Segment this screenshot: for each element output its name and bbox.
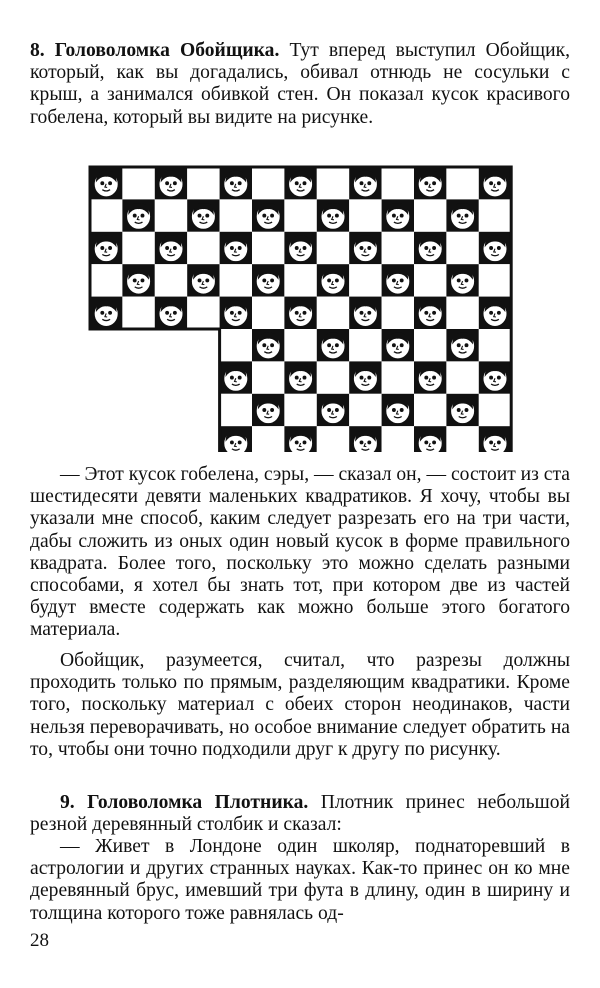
tapestry-square [414,264,446,296]
tapestry-square [382,297,414,329]
tapestry-square [479,167,511,199]
tapestry-square [252,394,284,426]
tapestry-square [382,199,414,231]
tapestry-square [252,329,284,361]
tapestry-square [317,426,349,452]
tapestry-square [317,361,349,393]
tapestry-square [122,297,154,329]
puzzle8-intro [30,40,570,129]
tapestry-square [446,232,478,264]
tapestry-square [252,199,284,231]
tapestry-square [90,167,122,199]
tapestry-square [122,167,154,199]
tapestry-square [414,167,446,199]
tapestry-square [90,264,122,296]
tapestry-square [122,199,154,231]
puzzle8-intro-text: Тут вперед выступил Обойщик, который, как вы догадались, обивал отнюдь не сосульки с крыш, а занимался обивкой стен. Он показал кусок красивого гобелена, который вы видите на рисунке. [30,40,571,128]
tapestry-square [414,329,446,361]
tapestry-square [220,199,252,231]
puzzle8-heading: 8. Головоломка Обойщика. [30,40,280,61]
tapestry-square [414,297,446,329]
tapestry-square [284,232,316,264]
tapestry-square [317,199,349,231]
tapestry-square [284,199,316,231]
tapestry-square [479,329,511,361]
tapestry-square [122,264,154,296]
tapestry-square [90,297,122,329]
tapestry-square [382,361,414,393]
tapestry-square [317,264,349,296]
tapestry-square [382,394,414,426]
tapestry-square [349,167,381,199]
tapestry-square [252,361,284,393]
tapestry-square [446,394,478,426]
tapestry-square [284,264,316,296]
puzzle9-heading: 9. Головоломка Плотника. [60,792,309,813]
tapestry-square [446,361,478,393]
tapestry-square [414,426,446,452]
tapestry-square [446,329,478,361]
puzzle9-intro [30,792,570,836]
tapestry-square [446,199,478,231]
puzzle9-speech: — Живет в Лондоне один школяр, поднаторевший в астрологии и других странных науках. Как-то принес он ко мне деревянный брус, имевший три фута в длину, один в ширину и толщина которого тоже равнялась од- [30,836,570,924]
page-number: 28 [30,930,49,951]
tapestry-square [479,264,511,296]
tapestry-square [479,232,511,264]
tapestry-square [414,361,446,393]
tapestry-square [349,297,381,329]
tapestry-square [349,361,381,393]
tapestry-square [349,232,381,264]
tapestry-square [414,232,446,264]
tapestry-square [155,264,187,296]
tapestry-square [220,361,252,393]
tapestry-square [220,297,252,329]
tapestry-square [382,426,414,452]
tapestry-square [155,232,187,264]
tapestry-square [382,329,414,361]
tapestry-square [414,394,446,426]
puzzle8-speech: — Этот кусок гобелена, сэры, — сказал он, — состоит из ста шестидесяти девяти маленьких квадратиков. Я хочу, чтобы вы указали мне способ, каким следует разрезать его на три части, дабы сложить из оных один новый кусок в форме правильного квадрата. Более того, поскольку это можно сделать разными способами, я хотел бы знать тот, при котором две из частей будут вместе содержать как можно больше этого богатого материала. [30,464,571,641]
tapestry-square [317,394,349,426]
tapestry-square [252,264,284,296]
tapestry-square [155,167,187,199]
tapestry-square [349,199,381,231]
tapestry-square [252,297,284,329]
puzzle9-intro-text: Плотник принес небольшой резной деревянный столбик и сказал: [30,792,570,836]
tapestry-square [220,394,252,426]
tapestry-square [284,329,316,361]
tapestry-square [479,426,511,452]
tapestry-square [349,329,381,361]
tapestry-square [349,394,381,426]
tapestry-square [252,167,284,199]
tapestry-square [349,426,381,452]
tapestry-square [187,199,219,231]
tapestry-square [187,167,219,199]
tapestry-square [220,232,252,264]
tapestry-square [155,199,187,231]
tapestry-square [446,297,478,329]
tapestry-square [187,264,219,296]
puzzle8-explanation: Обойщик, разумеется, считал, что разрезы должны проходить только по прямым, разделяющим квадратики. Кроме того, поскольку материал с обеих сторон неодинаков, части нельзя переворачивать, но особое внимание следует обратить на то, чтобы они точно подходили друг к другу по рисунку. [30,650,570,760]
tapestry-square [284,394,316,426]
tapestry-square [382,264,414,296]
tapestry-square [479,297,511,329]
tapestry-square [317,297,349,329]
tapestry-square [187,232,219,264]
tapestry-square [220,167,252,199]
tapestry-square [252,426,284,452]
tapestry-square [317,167,349,199]
tapestry-square [122,232,154,264]
tapestry-square [155,297,187,329]
tapestry-square [446,426,478,452]
tapestry-square [414,199,446,231]
tapestry-square [220,329,252,361]
tapestry-square [446,167,478,199]
tapestry-square [382,167,414,199]
tapestry-square [252,232,284,264]
tapestry-square [317,329,349,361]
tapestry-square [284,297,316,329]
tapestry-square [187,297,219,329]
tapestry-square [317,232,349,264]
tapestry-square [349,264,381,296]
tapestry-square [284,361,316,393]
tapestry-square [479,361,511,393]
tapestry-square [479,199,511,231]
tapestry-square [220,264,252,296]
tapestry-figure [87,164,517,452]
tapestry-square [220,426,252,452]
tapestry-square [446,264,478,296]
tapestry-square [284,426,316,452]
tapestry-square [90,232,122,264]
tapestry-square [90,199,122,231]
tapestry-square [479,394,511,426]
tapestry-square [284,167,316,199]
tapestry-square [382,232,414,264]
